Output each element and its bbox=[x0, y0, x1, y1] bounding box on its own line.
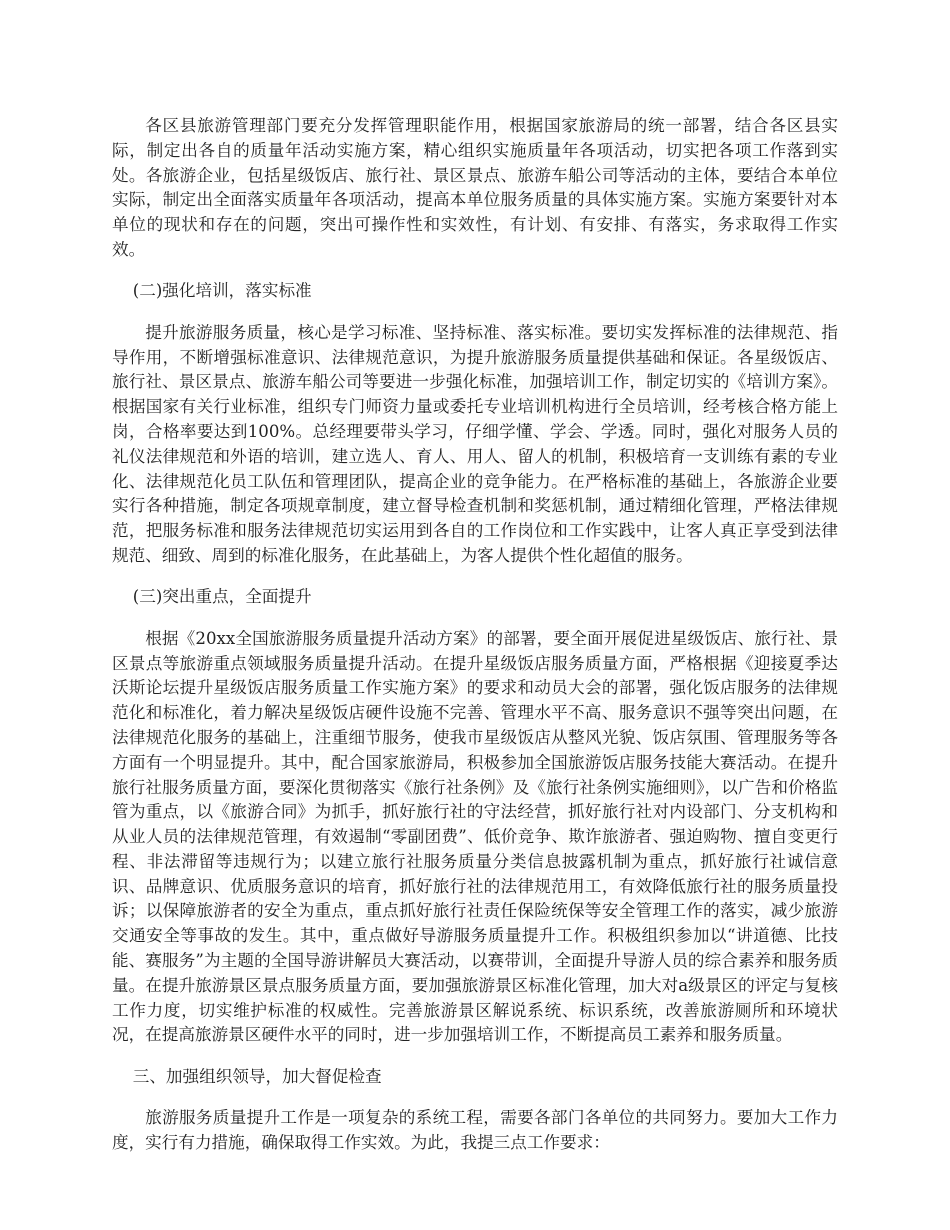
document-page bbox=[112, 114, 838, 1172]
section-heading-focus: (三)突出重点，全面提升 bbox=[132, 587, 312, 607]
section-heading-training: (二)强化培训，落实标准 bbox=[132, 281, 312, 301]
paragraph-training-standards: 提升旅游服务质量，核心是学习标准、坚持标准、落实标准。要切实发挥标准的法律规范、指导作用，不断增强标准意识、法律规范意识，为提升旅游服务质量提供基础和保证。各星级饭店、旅行社、景区景点、旅游车船公司等要进一步强化标准，加强培训工作，制定切实的《培训方案》。根据国家有关行业标准，组织专门师资力量或委托专业培训机构进行全员培训，经考核合格方能上岗，合格率要达到100%。总经理要带头学习，仔细学懂、学会、学透。同时，强化对服务人员的礼仪法律规范和外语的培训，建立选人、育人、用人、留人的机制，积极培育一支训练有素的专业化、法律规范化员工队伍和管理团队，提高企业的竞争能力。在严格标准的基础上，各旅游企业要实行各种措施，制定各项规章制度，建立督导检查机制和奖惩机制，通过精细化管理，严格法律规范，把服务标准和服务法律规范切实运用到各自的工作岗位和工作实践中，让客人真正享受到法律规范、细致、周到的标准化服务，在此基础上，为客人提供个性化超值的服务。 bbox=[112, 322, 838, 565]
paragraph-focus-improvement: 根据《20xx全国旅游服务质量提升活动方案》的部署，要全面开展促进星级饭店、旅行社、景区景点等旅游重点领域服务质量提升活动。在提升星级饭店服务质量方面，严格根据《迎接夏季达沃斯论坛提升星级饭店服务质量工作实施方案》的要求和动员大会的部署，强化饭店服务的法律规范化和标准化，着力解决星级饭店硬件设施不完善、管理水平不高、服务意识不强等突出问题，在法律规范化服务的基础上，注重细节服务，使我市星级饭店从整风光貌、饭店氛围、管理服务等各方面有一个明显提升。其中，配合国家旅游局，积极参加全国旅游饭店服务技能大赛活动。在提升旅行社服务质量方面，要深化贯彻落实《旅行社条例》及《旅行社条例实施细则》，以广告和价格监管为重点，以《旅游合同》为抓手，抓好旅行社的守法经营，抓好旅行社对内设部门、分支机构和从业人员的法律规范管理，有效遏制“零副团费”、低价竞争、欺诈旅游者、强迫购物、擅自变更行程、非法滞留等违规行为；以建立旅行社服务质量分类信息披露机制为重点，抓好旅行社诚信意识、品牌意识、优质服务意识的培育，抓好旅行社的法律规范用工，有效降低旅行社的服务质量投诉；以保障旅游者的安全为重点，重点抓好旅行社责任保险统保等安全管理工作的落实，减少旅游交通安全等事故的发生。其中，重点做好导游服务质量提升工作。积极组织参加以“讲道德、比技能、赛服务”为主题的全国导游讲解员大赛活动，以赛带训，全面提升导游人员的综合素养和服务质量。在提升旅游景区景点服务质量方面，要加强旅游景区标准化管理，加大对a级景区的评定与复核工作力度，切实维护标准的权威性。完善旅游景区解说系统、标识系统，改善旅游厕所和环境状况，在提高旅游景区硬件水平的同时，进一步加强培训工作，不断提高员工素养和服务质量。 bbox=[112, 628, 838, 1045]
paragraph-county-plans: 各区县旅游管理部门要充分发挥管理职能作用，根据国家旅游局的统一部署，结合各区县实际，制定出各自的质量年活动实施方案，精心组织实施质量年各项活动，切实把各项工作落到实处。各旅游企业，包括星级饭店、旅行社、景区景点、旅游车船公司等活动的主体，要结合本单位实际，制定出全面落实质量年各项活动，提高本单位服务质量的具体实施方案。实施方案要针对本单位的现状和存在的问题，突出可操作性和实效性，有计划、有安排、有落实，务求取得工作实效。 bbox=[112, 116, 838, 259]
paragraph-leadership: 旅游服务质量提升工作是一项复杂的系统工程，需要各部门各单位的共同努力。要加大工作力度，实行有力措施，确保取得工作实效。为此，我提三点工作要求： bbox=[112, 1108, 838, 1153]
section-heading-leadership: 三、加强组织领导，加大督促检查 bbox=[132, 1066, 382, 1086]
